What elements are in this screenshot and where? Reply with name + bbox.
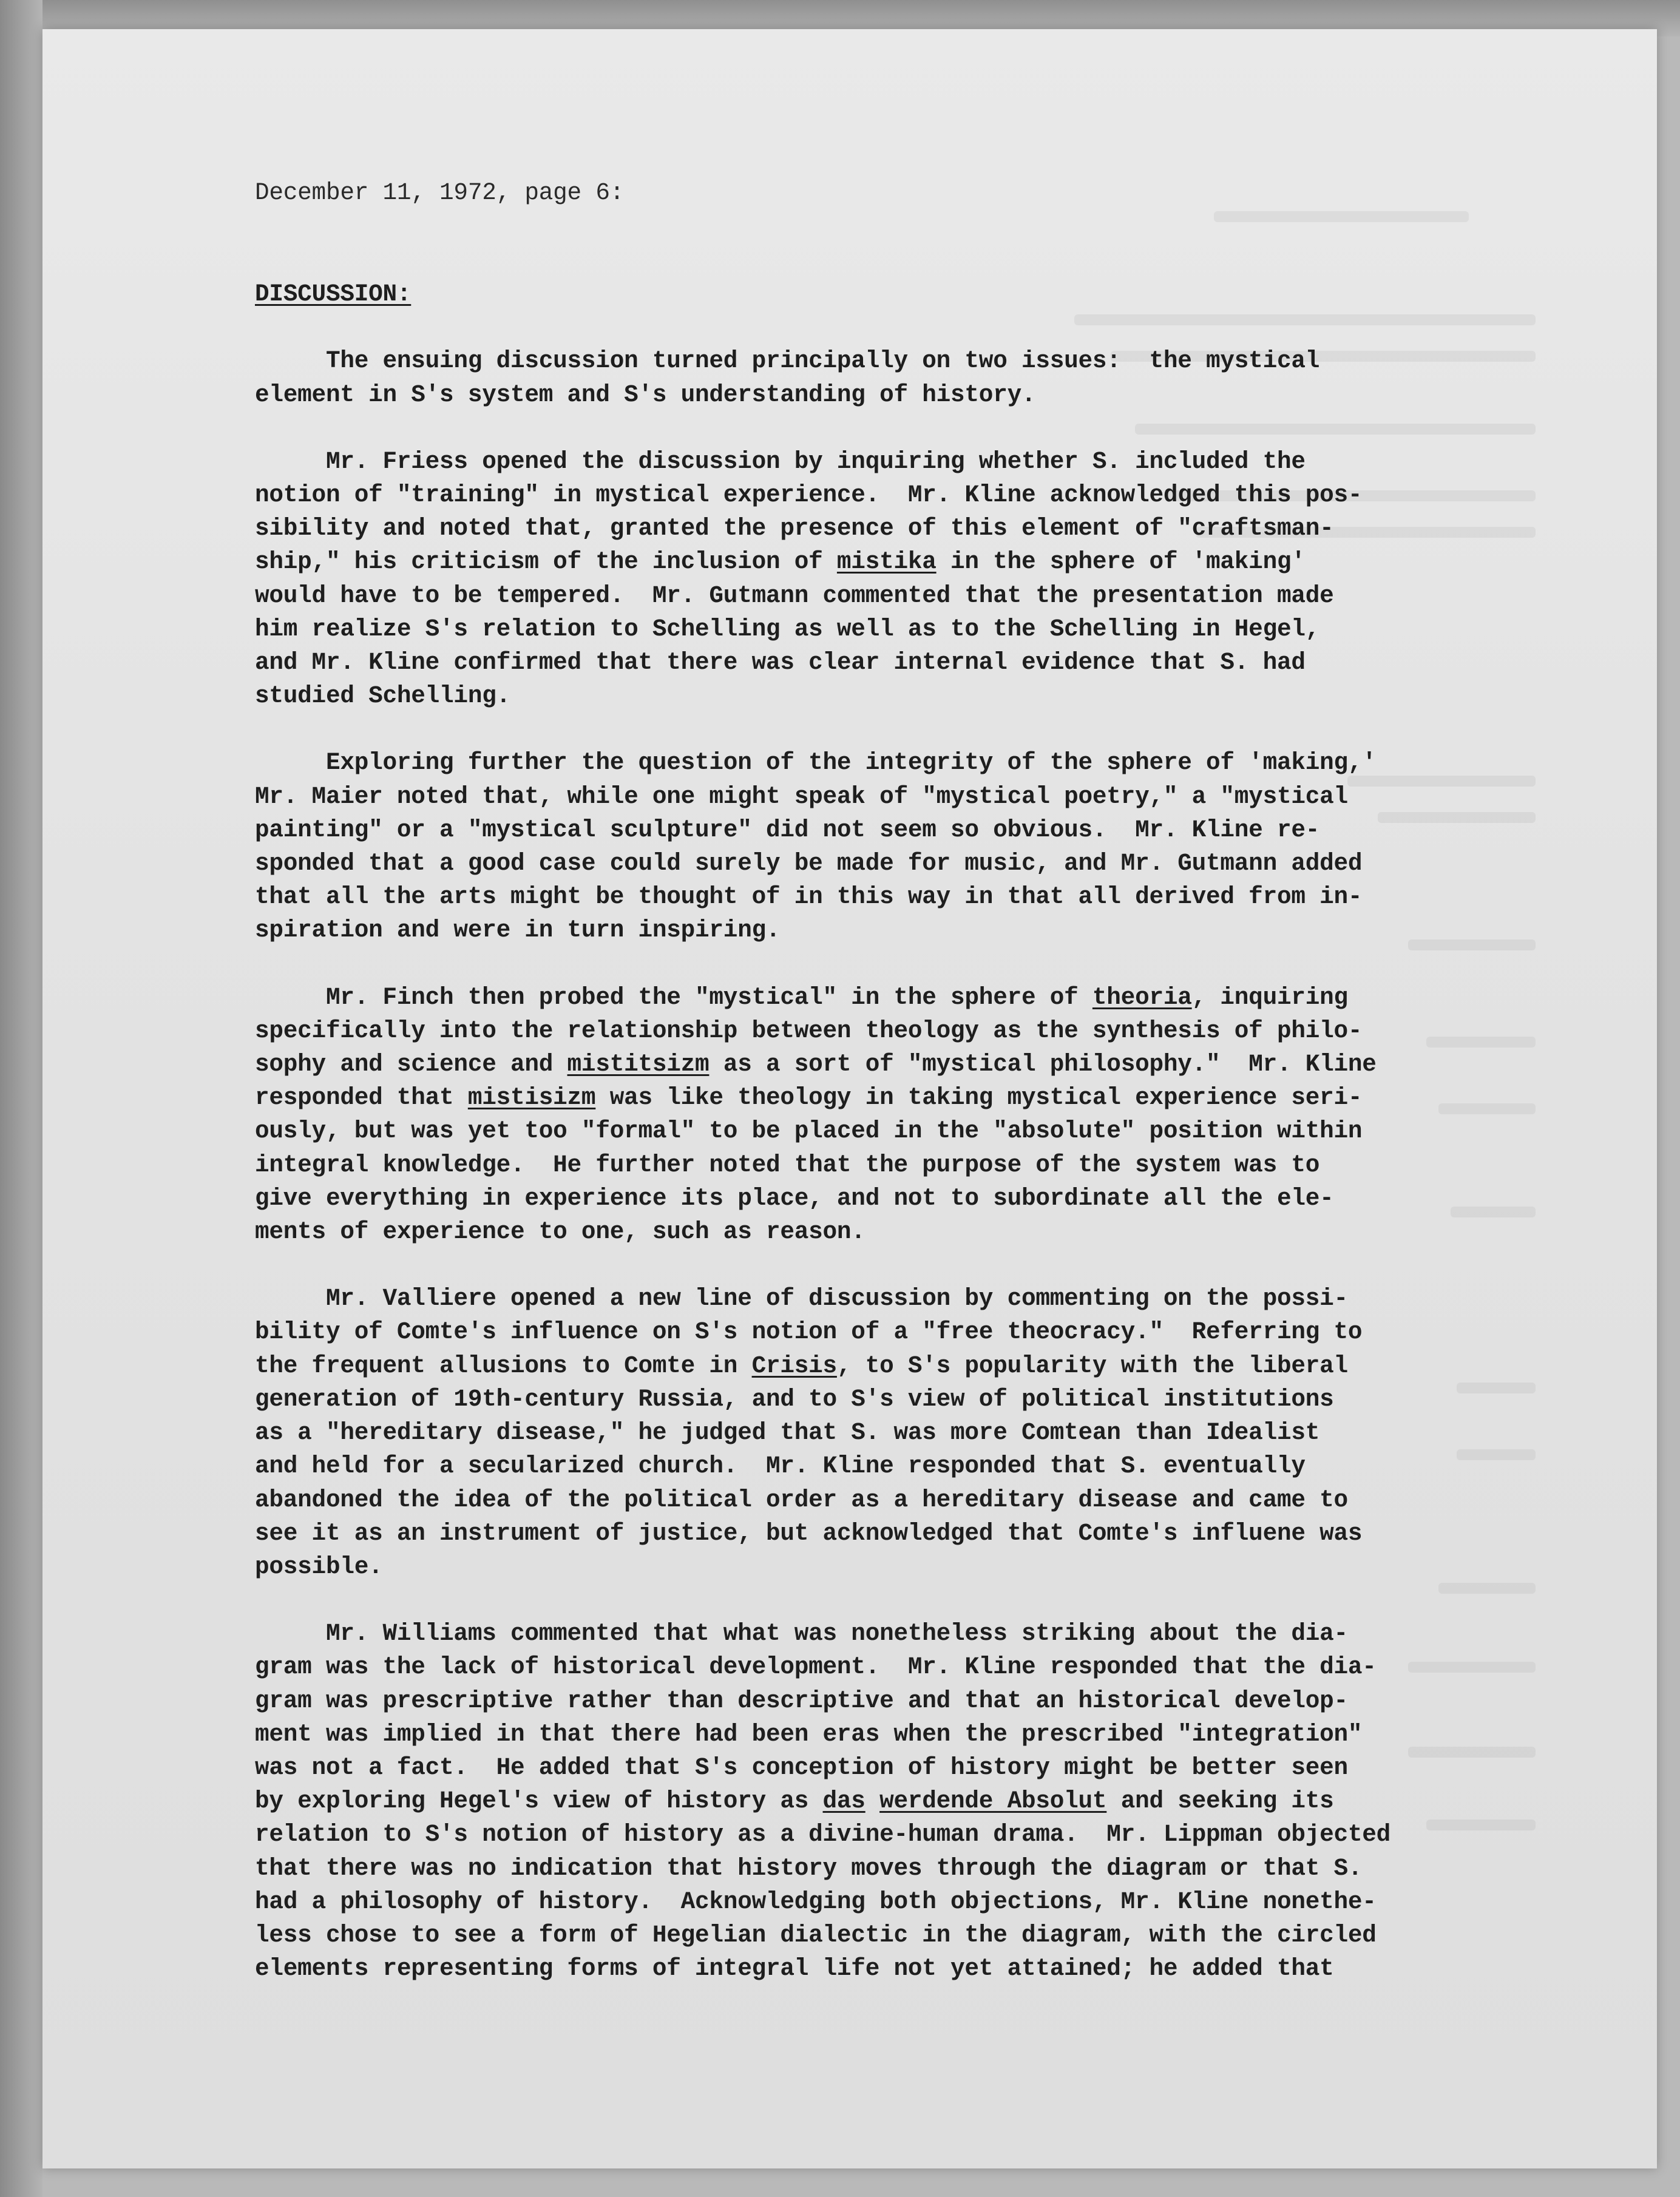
text-line: ments of experience to one, such as reason.: [255, 1218, 865, 1246]
text-line: Mr. Friess opened the discussion by inquiring whether S. included the: [255, 447, 1306, 475]
text-line: was not a fact. He added that S's conception of history might be better seen: [255, 1753, 1348, 1781]
text-line: gram was prescriptive rather than descriptive and that an historical develop-: [255, 1687, 1348, 1715]
text-line: had a philosophy of history. Acknowledging both objections, Mr. Kline nonethe-: [255, 1887, 1377, 1915]
text-line: Mr. Valliere opened a new line of discussion by commenting on the possi-: [255, 1285, 1348, 1313]
text-line: responded that mistisizm was like theology in taking mystical experience seri-: [255, 1084, 1363, 1112]
paragraph-gap: [218, 1583, 1493, 1617]
text-line: as a "hereditary disease," he judged that S. was more Comtean than Idealist: [255, 1419, 1320, 1447]
text-line: and held for a secularized church. Mr. Kline responded that S. eventually: [255, 1452, 1306, 1480]
text-line: The ensuing discussion turned principally on two issues: the mystical: [255, 347, 1320, 375]
text-line: gram was the lack of historical development. Mr. Kline responded that the dia-: [255, 1653, 1377, 1681]
text-line: him realize S's relation to Schelling as well as to the Schelling in Hegel,: [255, 615, 1320, 643]
paragraph-gap: [218, 1248, 1493, 1282]
text-line: element in S's system and S's understanding of history.: [255, 381, 1036, 408]
discussion-body: [218, 311, 1493, 1985]
paragraph-gap: [218, 947, 1493, 981]
text-line: that there was no indication that history moves through the diagram or that S.: [255, 1854, 1363, 1882]
paragraph-3: [255, 746, 1493, 947]
text-line: sophy and science and mistitsizm as a sort of "mystical philosophy." Mr. Kline: [255, 1051, 1377, 1078]
text-line: abandoned the idea of the political order as a hereditary disease and came to: [255, 1486, 1348, 1514]
paragraph-2: [255, 445, 1493, 713]
section-heading: DISCUSSION:: [255, 280, 412, 308]
text-line: less chose to see a form of Hegelian dialectic in the diagram, with the circled: [255, 1921, 1377, 1949]
page-header: December 11, 1972, page 6:: [255, 179, 625, 206]
underlined-term: Crisis: [751, 1352, 837, 1379]
underlined-term: theoria: [1092, 983, 1192, 1011]
text-line: by exploring Hegel's view of history as das werdende Absolut and seeking its: [255, 1787, 1334, 1815]
paragraph-1: [255, 344, 1493, 411]
text-line: and Mr. Kline confirmed that there was clear internal evidence that S. had: [255, 649, 1306, 677]
text-line: specifically into the relationship between theology as the synthesis of philo-: [255, 1017, 1363, 1044]
text-line: see it as an instrument of justice, but acknowledged that Comte's influene was: [255, 1519, 1363, 1547]
text-line: studied Schelling.: [255, 682, 510, 710]
text-line: generation of 19th-century Russia, and to S's view of political institutions: [255, 1385, 1334, 1413]
text-line: would have to be tempered. Mr. Gutmann commented that the presentation made: [255, 581, 1334, 609]
text-line: Mr. Williams commented that what was nonetheless striking about the dia-: [255, 1620, 1348, 1648]
paragraph-6: [255, 1617, 1493, 1985]
underlined-term: mistika: [836, 548, 937, 576]
text-line: bility of Comte's influence on S's notion of a "free theocracy." Referring to: [255, 1318, 1363, 1346]
text-line: ment was implied in that there had been eras when the prescribed "integration": [255, 1720, 1363, 1748]
text-line: Mr. Maier noted that, while one might speak of "mystical poetry," a "mystical: [255, 782, 1348, 810]
text-line: Exploring further the question of the integrity of the sphere of 'making,': [255, 749, 1377, 777]
text-line: give everything in experience its place, and not to subordinate all the ele-: [255, 1184, 1334, 1212]
underlined-term: werdende Absolut: [879, 1787, 1107, 1815]
scan-edge-left: [0, 0, 42, 2197]
text-line: ously, but was yet too "formal" to be placed in the "absolute" position within: [255, 1117, 1363, 1145]
text-line: painting" or a "mystical sculpture" did not seem so obvious. Mr. Kline re-: [255, 816, 1320, 844]
paragraph-gap: [218, 713, 1493, 746]
text-line: the frequent allusions to Comte in Crisis, to S's popularity with the liberal: [255, 1352, 1348, 1379]
text-line: that all the arts might be thought of in this way in that all derived from in-: [255, 883, 1363, 911]
text-line: sponded that a good case could surely be made for music, and Mr. Gutmann added: [255, 850, 1363, 878]
text-line: integral knowledge. He further noted that the purpose of the system was to: [255, 1151, 1320, 1179]
paragraph-4: [255, 981, 1493, 1249]
underlined-term: mistisizm: [467, 1084, 596, 1112]
text-line: possible.: [255, 1552, 383, 1580]
text-line: notion of "training" in mystical experience. Mr. Kline acknowledged this pos-: [255, 481, 1363, 509]
underlined-term: das: [822, 1787, 865, 1815]
text-line: Mr. Finch then probed the "mystical" in the sphere of theoria, inquiring: [255, 983, 1348, 1011]
text-line: spiration and were in turn inspiring.: [255, 916, 781, 944]
text-line: sibility and noted that, granted the presence of this element of "craftsman-: [255, 515, 1334, 543]
paragraph-gap: [218, 311, 1493, 344]
paragraph-5: [255, 1282, 1493, 1583]
text-line: elements representing forms of integral life not yet attained; he added that: [255, 1955, 1334, 1983]
underlined-term: mistitsizm: [567, 1051, 710, 1078]
text-line: relation to S's notion of history as a divine-human drama. Mr. Lippman objected: [255, 1821, 1391, 1849]
paragraph-gap: [218, 411, 1493, 445]
document-page: [218, 176, 1493, 1985]
text-line: ship," his criticism of the inclusion of mistika in the sphere of 'making': [255, 548, 1306, 576]
